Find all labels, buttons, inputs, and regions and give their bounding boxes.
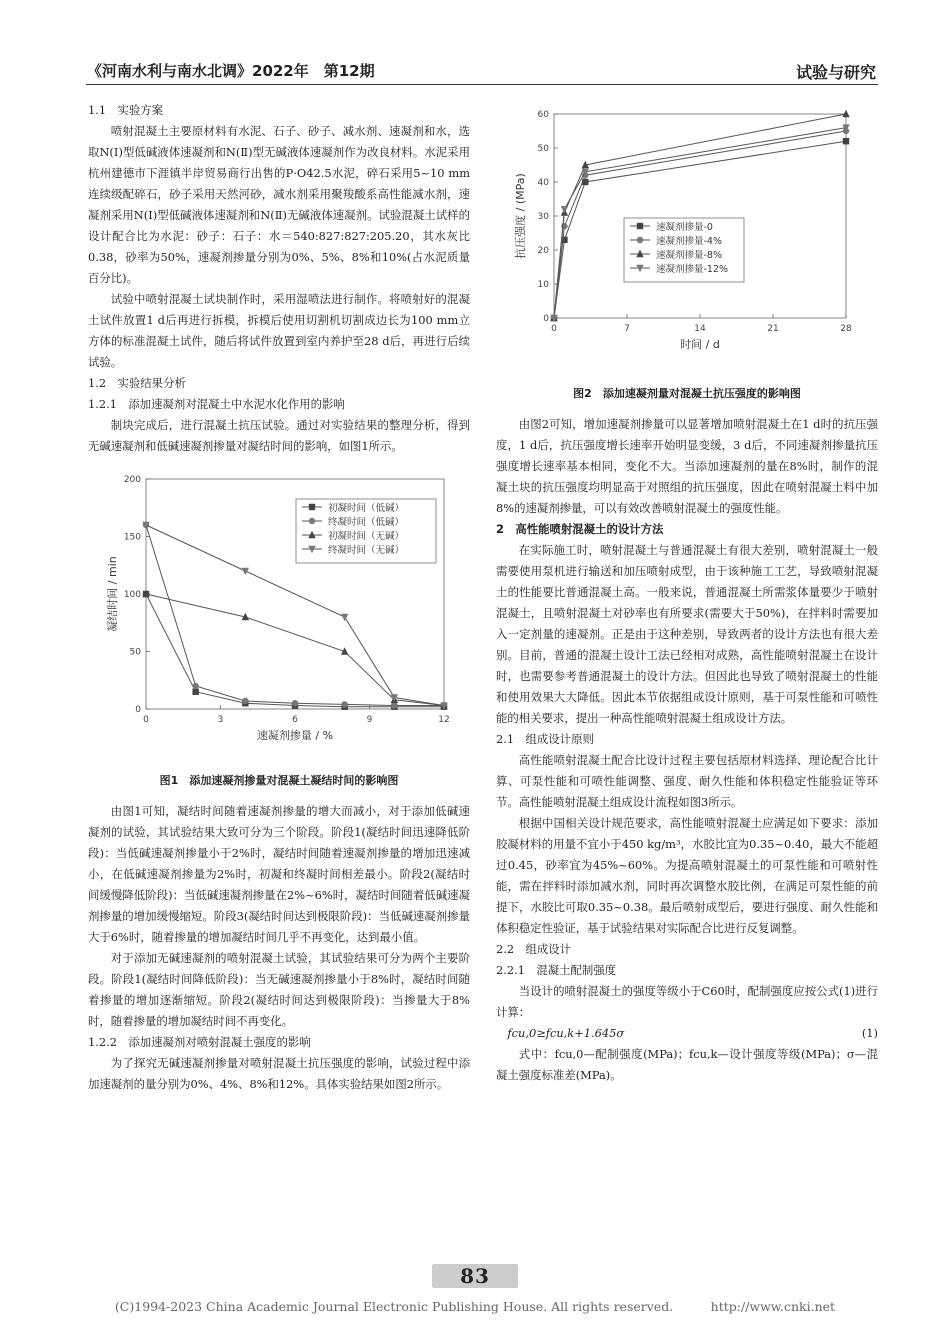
y-tick-label: 0 [543,314,549,324]
legend-marker [309,518,315,524]
x-tick-label: 12 [438,715,450,725]
data-point [842,110,849,117]
legend-label: 终凝时间（无碱） [328,545,405,556]
data-point [341,614,348,621]
legend-label: 速凝剂掺量-12% [656,264,729,275]
legend-label: 初凝时间（低碱） [328,503,405,514]
figure-2 [496,100,878,377]
y-tick-label: 100 [123,590,141,600]
legend-label: 初凝时间（无碱） [328,531,405,542]
x-tick-label: 28 [840,324,852,334]
page-number: 83 [0,1264,950,1288]
paragraph: 对于添加无碱速凝剂的喷射混凝土试验，其试验结果可分为两个主要阶段。阶段1(凝结时间降低阶段)：当无碱速凝剂掺量小于8%时，凝结时间随着掺量的增加逐渐缩短。阶段2(凝结时间达到极限阶段)：当掺量大于8%时，随着掺量的增加凝结时间不再变化。 [88,951,470,1028]
y-tick-label: 150 [123,532,141,543]
legend-label: 速凝剂掺量-4% [656,236,722,247]
y-tick-label: 30 [537,212,549,222]
x-tick-label: 9 [366,715,373,725]
x-tick-label: 0 [551,324,557,334]
journal-title: 《河南水利与南水北调》2022年 第12期 [87,62,375,80]
legend-label: 速凝剂掺量-8% [656,250,722,261]
figure-2-caption: 图2 添加速凝剂量对混凝土抗压强度的影响图 [573,387,801,400]
paragraph: 制块完成后，进行混凝土抗压试验。通过对实验结果的整理分析，得到无碱速凝剂和低碱速凝剂掺量对凝结时间的影响，如图1所示。 [88,418,470,453]
legend-marker [637,223,643,229]
formula-number: (1) [861,1026,878,1040]
left-column [88,100,470,1095]
figure-1 [88,457,470,764]
x-tick-label: 7 [624,324,630,334]
y-tick-label: 200 [123,475,141,485]
paragraph: 当设计的喷射混凝土的强度等级小于C60时，配制强度应按公式(1)进行计算： [496,984,878,1019]
x-tick-label: 3 [217,715,224,725]
paragraph: 喷射混凝土主要原材料有水泥、石子、砂子、减水剂、速凝剂和水，选取N(Ⅰ)型低碱液体速凝剂和N(Ⅱ)型无碱液体速凝剂作为改良材料。水泥采用杭州建德市下涯镇半岸贸易商行出售的P·O42.5水泥，碎石采用5~10 mm连续级配碎石，砂子采用天然河砂，减水剂采用聚羧酸系高性能减水剂，速凝剂采用N(Ⅰ)型低碱液体速凝剂和N(Ⅱ)无碱液体速凝剂。试验混凝土试样的设计配合比为水泥：砂子：石子：水＝540:827:827:205.20，其水灰比0.38，砂率为50%，速凝剂掺量分别为0%、5%、8%和10%(占水泥质量百分比)。 [88,124,470,285]
heading-1-2: 1.2 实验结果分析 [88,376,186,390]
paragraph: 由图2可知，增加速凝剂掺量可以显著增加喷射混凝土在1 d时的抗压强度，1 d后，抗压强度增长速率开始明显变缓，3 d后，不同速凝剂掺量抗压强度增长速率基本相同，变化不大。当添加速凝剂的量在8%时，制作的混凝土块的抗压强度均明显高于对照组的抗压强度，因此在喷射混凝土料中加8%的速凝剂掺量，可以有效改善喷射混凝土的强度性能。 [496,417,878,515]
y-tick-label: 50 [129,647,141,658]
x-axis-label: 时间 / d [680,338,720,351]
legend-label: 速凝剂掺量-0 [656,222,713,233]
heading-2-2-1: 2.2.1 混凝土配制强度 [496,963,617,977]
paragraph: 式中：fcu,0—配制强度(MPa)；fcu,k—设计强度等级(MPa)；σ—混凝土强度标准差(MPa)。 [496,1047,878,1082]
y-tick-label: 20 [537,246,549,256]
y-tick-label: 50 [537,144,549,154]
figure-1-caption: 图1 添加速凝剂掺量对混凝土凝结时间的影响图 [159,774,399,787]
paragraph: 由图1可知，凝结时间随着速凝剂掺量的增大而减小，对于添加低碱速凝剂的试验，其试验结果大致可分为三个阶段。阶段1(凝结时间迅速降低阶段)：当低碱速凝剂掺量小于2%时，凝结时间随着速凝剂掺量的增加迅速减小，在低碱速凝剂掺量为2%时，初凝和终凝时间相差最小。阶段2(凝结时间缓慢降低阶段)：当低碱速凝剂掺量在2%~6%时，凝结时间随着低碱速凝剂掺量的增加缓慢缩短。阶段3(凝结时间达到极限阶段)：当低碱速凝剂掺量大于6%时，随着掺量的增加凝结时间几乎不再变化，达到最小值。 [88,804,470,944]
section-title: 试验与研究 [795,63,876,82]
data-point [391,702,397,708]
paragraph: 为了探究无碱速凝剂掺量对喷射混凝土抗压强度的影响，试验过程中添加速凝剂的量分别为0%、4%、8%和12%。具体实验结果如图2所示。 [88,1056,470,1091]
heading-2: 2 高性能喷射混凝土的设计方法 [496,522,664,536]
data-point [341,701,347,707]
y-tick-label: 0 [135,705,141,715]
right-column [496,100,878,1086]
data-point [242,568,249,575]
x-tick-label: 6 [292,715,298,725]
data-point [192,689,198,695]
heading-1-1: 1.1 实验方案 [88,103,164,117]
data-point [292,700,298,706]
formula-text: fcu,0≥fcu,k+1.645σ [507,1026,625,1040]
setting-time-chart [88,457,470,757]
paragraph: 根据中国相关设计规范要求，高性能喷射混凝土应满足如下要求：添加胶凝材料的用量不宜小于450 kg/m³，水胶比宜为0.35~0.40，最大不能超过0.45，砂率宜为45%~60%。为提高喷射混凝土的可泵性能和可喷射性能，需在拌料时添加减水剂，同时再次调整水胶比例，在满足可泵性能的前提下，水胶比可取0.35~0.38。最后喷射成型后，要进行强度、耐久性能和体积稳定性验证，基于试验结果对实际配合比进行反复调整。 [496,816,878,935]
plot-frame [554,114,846,318]
x-tick-label: 14 [694,324,706,334]
legend-marker [637,237,643,243]
y-axis-label: 凝结时间 / min [106,556,119,632]
paragraph: 在实际施工时，喷射混凝土与普通混凝土有很大差别，喷射混凝土一般需要使用泵机进行输送和加压喷射成型，由于该种施工工艺，导致喷射混凝土的性能要比普通混凝土高。一般来说，普通混凝土所需浆体量要少于喷射混凝土，且喷射混凝土对砂率也有所要求(需要大于50%)，在拌料时需要加入一定剂量的速凝剂。正是由于这种差别，导致两者的设计方法也有很大差别。目前，普通的混凝土设计工法已经相对成熟，高性能喷射混凝土在设计时，也需要参考普通混凝土的设计方法。但因此也导致了喷射混凝土的性能和使用效果大大降低。因此本节依据组成设计原则，基于可泵性能和可喷性能的相关要求，提出一种高性能喷射混凝土组成设计方法。 [496,543,878,725]
x-tick-label: 0 [143,715,149,725]
heading-2-2: 2.2 组成设计 [496,942,572,956]
legend-marker [309,504,315,510]
series-line [146,594,444,707]
copyright-footer: (C)1994-2023 China Academic Journal Electronic Publishing House. All rights reserved. http://www.cnki.net [114,1299,836,1314]
data-point [192,683,198,689]
data-point [242,698,248,704]
x-tick-label: 21 [767,324,779,334]
series-line [146,594,444,706]
legend-label: 终凝时间（低碱） [328,517,405,528]
x-axis-label: 速凝剂掺量 / % [256,729,334,742]
y-tick-label: 10 [537,280,549,290]
series-line [554,114,846,318]
y-tick-label: 60 [537,110,549,120]
heading-2-1: 2.1 组成设计原则 [496,732,594,746]
heading-1-2-1: 1.2.1 添加速凝剂对混凝土中水泥水化作用的影响 [88,397,345,411]
data-point [843,138,849,144]
compressive-strength-chart [496,100,878,370]
data-point [561,206,568,213]
paragraph: 高性能喷射混凝土配合比设计过程主要包括原材料选择、理论配合比计算、可泵性能和可喷性能调整、强度、耐久性能和体积稳定性能验证等环节。高性能喷射混凝土组成设计流程如图3所示。 [496,753,878,809]
y-axis-label: 抗压强度 / (MPa) [514,173,527,259]
formula-1 [496,1023,878,1044]
heading-1-2-2: 1.2.2 添加速凝剂对喷射混凝土强度的影响 [88,1035,311,1049]
header-rule [86,84,878,85]
paragraph: 试验中喷射混凝土试块制作时，采用湿喷法进行制作。将喷射好的混凝土试件放置1 d后再进行拆模，拆模后使用切割机切割成边长为100 mm立方体的标准混凝土试件，随后将试件放置到室内养护至28 d后，再进行后续试验。 [88,292,470,369]
y-tick-label: 40 [537,178,549,188]
